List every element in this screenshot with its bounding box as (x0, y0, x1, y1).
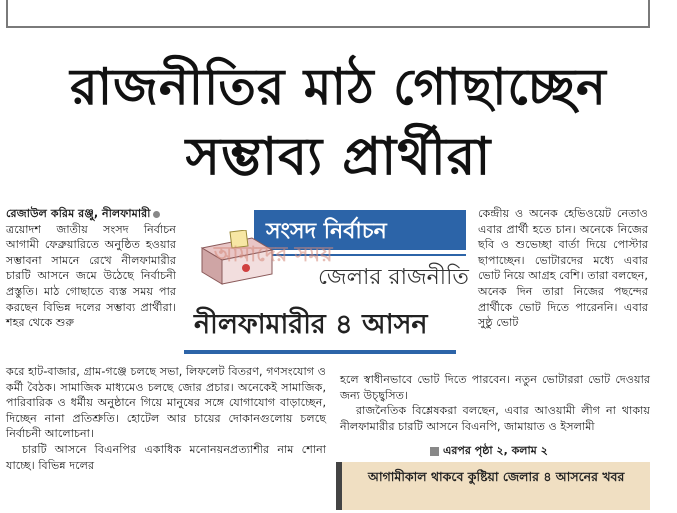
graphic-bottom-text: নীলফামারীর ৪ আসন (194, 309, 428, 340)
graphic-title: সংসদ নির্বাচন (266, 219, 387, 244)
headline-line2: সম্ভাব্য প্রার্থীরা (185, 127, 492, 187)
wide-column-right-para-2: রাজনৈতিক বিশ্লেষকরা বলছেন, এবার আওয়ামী লীগ না থাকায় নীলফামারীর চারটি আসনে বিএনপি, জামায়াত ও ইসলামী (340, 404, 650, 433)
bullet-icon (153, 211, 160, 218)
watermark-logo: আমাদের সময় (214, 242, 333, 266)
headline-line1: রাজনীতির মাঠ গোছাচ্ছেন (70, 58, 607, 116)
graphic-bottom-rule (184, 350, 456, 354)
continued-text: এরপর পৃষ্ঠা ২, কলাম ২ (443, 444, 548, 457)
graphic-subtitle: জেলার রাজনীতি (318, 265, 469, 290)
graphic-bottom (194, 300, 466, 346)
wide-column (6, 364, 326, 473)
wide-column-right (340, 372, 650, 434)
wide-column-right-para-1: হলে স্বাধীনভাবে ভোট দিতে পারবেন। নতুন ভোটাররা ভোট দেওয়ার জন্য উচ্ছ্বসিত। (340, 373, 650, 402)
wide-column-para-1: করে হাট-বাজার, গ্রাম-গঞ্জে চলছে সভা, লিফলেট বিতরণ, গণসংযোগ ও কর্মী বৈঠক। সামাজিক মাধ্যমেও চলছে জোর প্রচার। অনেকেই সামাজিক, পারিবারিক ও ধর্মীয় অনুষ্ঠানে গিয়ে মানুষের সঙ্গে যোগাযোগ বাড়াচ্ছেন, দিচ্ছেন নানা প্রতিশ্রুতি। হোটেল আর চায়ের দোকানগুলোয় চলছে নির্বাচনী আলোচনা। (6, 365, 326, 441)
right-column-text: কেন্দ্রীয় ও অনেক হেভিওয়েট নেতাও এবার প্রার্থী হতে চান। অনেকে নিজের ছবি ও শুভেচ্ছা বার্তা দিয়ে পোস্টার ছাপাচ্ছেন। ভোটারদের মধ্যে এবার ভোট নিয়ে আগ্রহ বেশি। তারা বলছেন, অনেক দিন তারা নিজের পছন্দের প্রার্থীকে ভোট দিতে পারেননি। এবার সুষ্ঠু ভোট (478, 207, 648, 330)
left-column (6, 206, 176, 331)
right-column (478, 206, 648, 331)
wide-column-para-2: চারটি আসনে বিএনপির একাধিক মনোনয়নপ্রত্যাশীর নাম শোনা যাচ্ছে। বিভিন্ন দলের (6, 442, 326, 472)
election-graphic (184, 204, 469, 356)
continued-note (430, 442, 548, 461)
teaser-text: আগামীকাল থাকবে কুষ্টিয়া জেলার ৪ আসনের খবর (368, 469, 625, 484)
byline: রেজাউল করিম রঞ্জু, নীলফামারী (6, 207, 151, 220)
teaser-box (336, 462, 650, 510)
top-frame (6, 0, 650, 28)
teaser-bar (336, 462, 342, 510)
left-column-text: ত্রয়োদশ জাতীয় সংসদ নির্বাচন আগামী ফেব্রুয়ারিতে অনুষ্ঠিত হওয়ার সম্ভাবনা সামনে রেখে নীলফামারীর চারটি আসনে জমে উঠেছে নির্বাচনী প্রস্তুতি। মাঠ গোছাতে ব্যস্ত সময় পার করছেন বিভিন্ন দলের সম্ভাব্য প্রার্থীরা। শহর থেকে শুরু (6, 222, 176, 330)
square-icon (430, 447, 439, 456)
